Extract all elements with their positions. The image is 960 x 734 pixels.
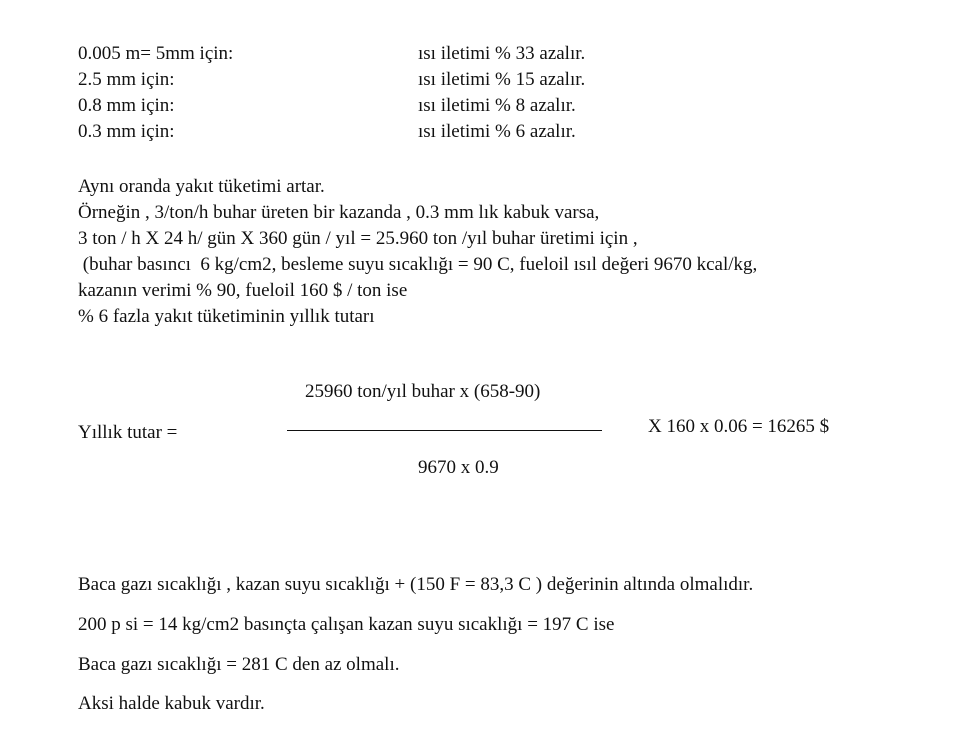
paragraph-line-5: kazanın verimi % 90, fueloil 160 $ / ton ise [78,280,408,301]
formula-result: X 160 x 0.06 = 16265 $ [648,416,830,437]
fraction-bar [287,430,602,431]
thickness-label-4: 0.3 mm için: [78,121,175,142]
effect-text-1: ısı iletimi % 33 azalır. [418,43,586,64]
thickness-label-2: 2.5 mm için: [78,69,175,90]
formula-numerator: 25960 ton/yıl buhar x (658-90) [305,381,541,402]
note-line-3: Baca gazı sıcaklığı = 281 C den az olmalı. [78,654,400,675]
note-line-1: Baca gazı sıcaklığı , kazan suyu sıcaklığı + (150 F = 83,3 C ) değerinin altında olmalıdır. [78,574,754,595]
formula-denominator: 9670 x 0.9 [418,457,499,478]
paragraph-line-6: % 6 fazla yakıt tüketiminin yıllık tutarı [78,306,375,327]
note-line-2: 200 p si = 14 kg/cm2 basınçta çalışan kazan suyu sıcaklığı = 197 C ise [78,614,615,635]
paragraph-line-4: (buhar basıncı 6 kg/cm2, besleme suyu sıcaklığı = 90 C, fueloil ısıl değeri 9670 kcal/kg, [78,254,758,275]
effect-text-4: ısı iletimi % 6 azalır. [418,121,576,142]
effect-text-3: ısı iletimi % 8 azalır. [418,95,576,116]
effect-text-2: ısı iletimi % 15 azalır. [418,69,586,90]
paragraph-line-2: Örneğin , 3/ton/h buhar üreten bir kazanda , 0.3 mm lık kabuk varsa, [78,202,600,223]
thickness-label-3: 0.8 mm için: [78,95,175,116]
formula-label: Yıllık tutar = [78,422,178,443]
paragraph-line-1: Aynı oranda yakıt tüketimi artar. [78,176,325,197]
paragraph-line-3: 3 ton / h X 24 h/ gün X 360 gün / yıl = 25.960 ton /yıl buhar üretimi için , [78,228,638,249]
thickness-label-1: 0.005 m= 5mm için: [78,43,234,64]
note-line-4: Aksi halde kabuk vardır. [78,693,265,714]
